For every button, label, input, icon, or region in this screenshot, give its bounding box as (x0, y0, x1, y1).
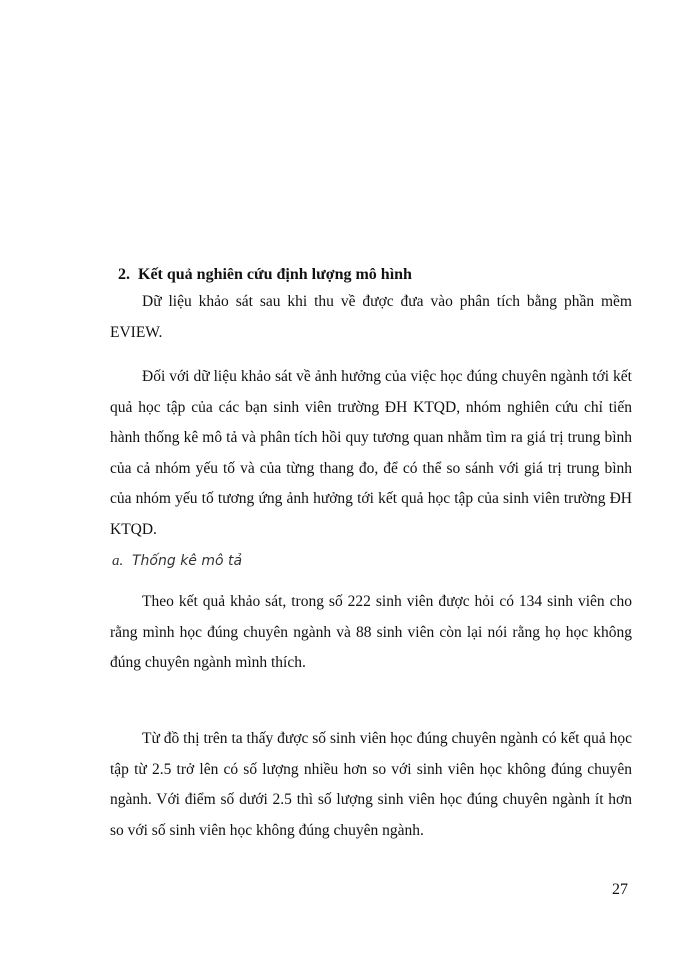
section-heading (118, 263, 412, 287)
method-paragraph: Đối với dữ liệu khảo sát về ảnh hưởng của việc học đúng chuyên ngành tới kết quả học tập của các bạn sinh viên trường ĐH KTQD, nhóm nghiên cứu chỉ tiến hành thống kê mô tả và phân tích hồi quy tương quan nhằm tìm ra giá trị trung bình của cả nhóm yếu tố và của từng thang đo, để có thể so sánh với giá trị trung bình của nhóm yếu tố tương ứng ảnh hưởng tới kết quả học tập của sinh viên trường ĐH KTQD. (110, 368, 632, 538)
chart-comment-paragraph: Từ đồ thị trên ta thấy được số sinh viên học đúng chuyên ngành có kết quả học tập từ 2.5 trở lên có số lượng nhiều hơn so với sinh viên học không đúng chuyên ngành. Với điểm số dưới 2.5 thì số lượng sinh viên học đúng chuyên ngành ít hơn so với số sinh viên học không đúng chuyên ngành. (110, 730, 632, 839)
subsection-heading (112, 550, 242, 572)
section-number: 2. (118, 266, 130, 283)
survey-result-paragraph: Theo kết quả khảo sát, trong số 222 sinh viên được hỏi có 134 sinh viên cho rằng mình học đúng chuyên ngành và 88 sinh viên còn lại nói rằng họ học không đúng chuyên ngành mình thích. (110, 593, 632, 671)
subsection-letter: a. (112, 553, 124, 569)
subsection-title: Thống kê mô tả (132, 553, 243, 569)
intro-paragraph: Dữ liệu khảo sát sau khi thu về được đưa vào phân tích bằng phần mềm EVIEW. (110, 293, 632, 341)
section-title: Kết quả nghiên cứu định lượng mô hình (138, 266, 412, 283)
page-number: 27 (612, 881, 628, 898)
